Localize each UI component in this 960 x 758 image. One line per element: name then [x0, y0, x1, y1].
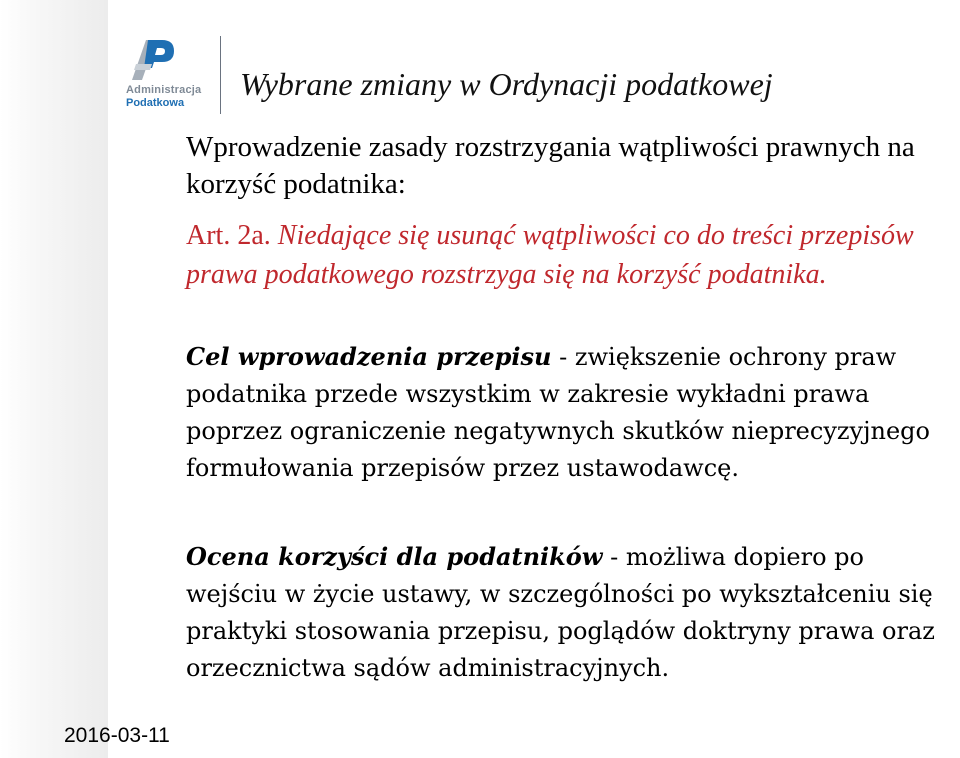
logo-text-line2: Podatkowa	[126, 97, 185, 109]
ap-logo-icon	[122, 34, 182, 84]
slide-date: 2016-03-11	[64, 724, 170, 747]
left-gradient-band	[0, 0, 108, 758]
logo-text-line1: Administracja	[126, 84, 202, 96]
paragraph-lead: Cel wprowadzenia przepisu	[186, 342, 552, 371]
article-body: Niedające się usunąć wątpliwości co do treści przepisów prawa podatkowego rozstrzyga się na korzyść podatnika.	[186, 220, 914, 290]
subtitle: Wprowadzenie zasady rozstrzygania wątpliwości prawnych na korzyść podatnika:	[186, 131, 915, 200]
paragraph-body: - zwiększenie ochrony praw podatnika przede wszystkim w zakresie wykładni prawa poprzez ograniczenie negatywnych skutków nieprecyzyjnego formułowania przepisów przez ustawodawcę.	[186, 343, 930, 482]
logo	[122, 34, 222, 114]
paragraph-lead: Ocena korzyści dla podatników	[186, 542, 603, 571]
article-number: Art. 2a.	[186, 220, 271, 251]
paragraph-assessment	[186, 538, 946, 687]
article-text	[186, 216, 946, 294]
paragraph-body: - możliwa dopiero po wejściu w życie ustawy, w szczególności po wykształceniu się praktyki stosowania przepisu, poglądów doktryny prawa oraz orzecznictwa sądów administracyjnych.	[186, 543, 935, 682]
slide-title: Wybrane zmiany w Ordynacji podatkowej	[240, 66, 773, 102]
paragraph-purpose	[186, 338, 946, 487]
header-divider	[220, 36, 221, 114]
